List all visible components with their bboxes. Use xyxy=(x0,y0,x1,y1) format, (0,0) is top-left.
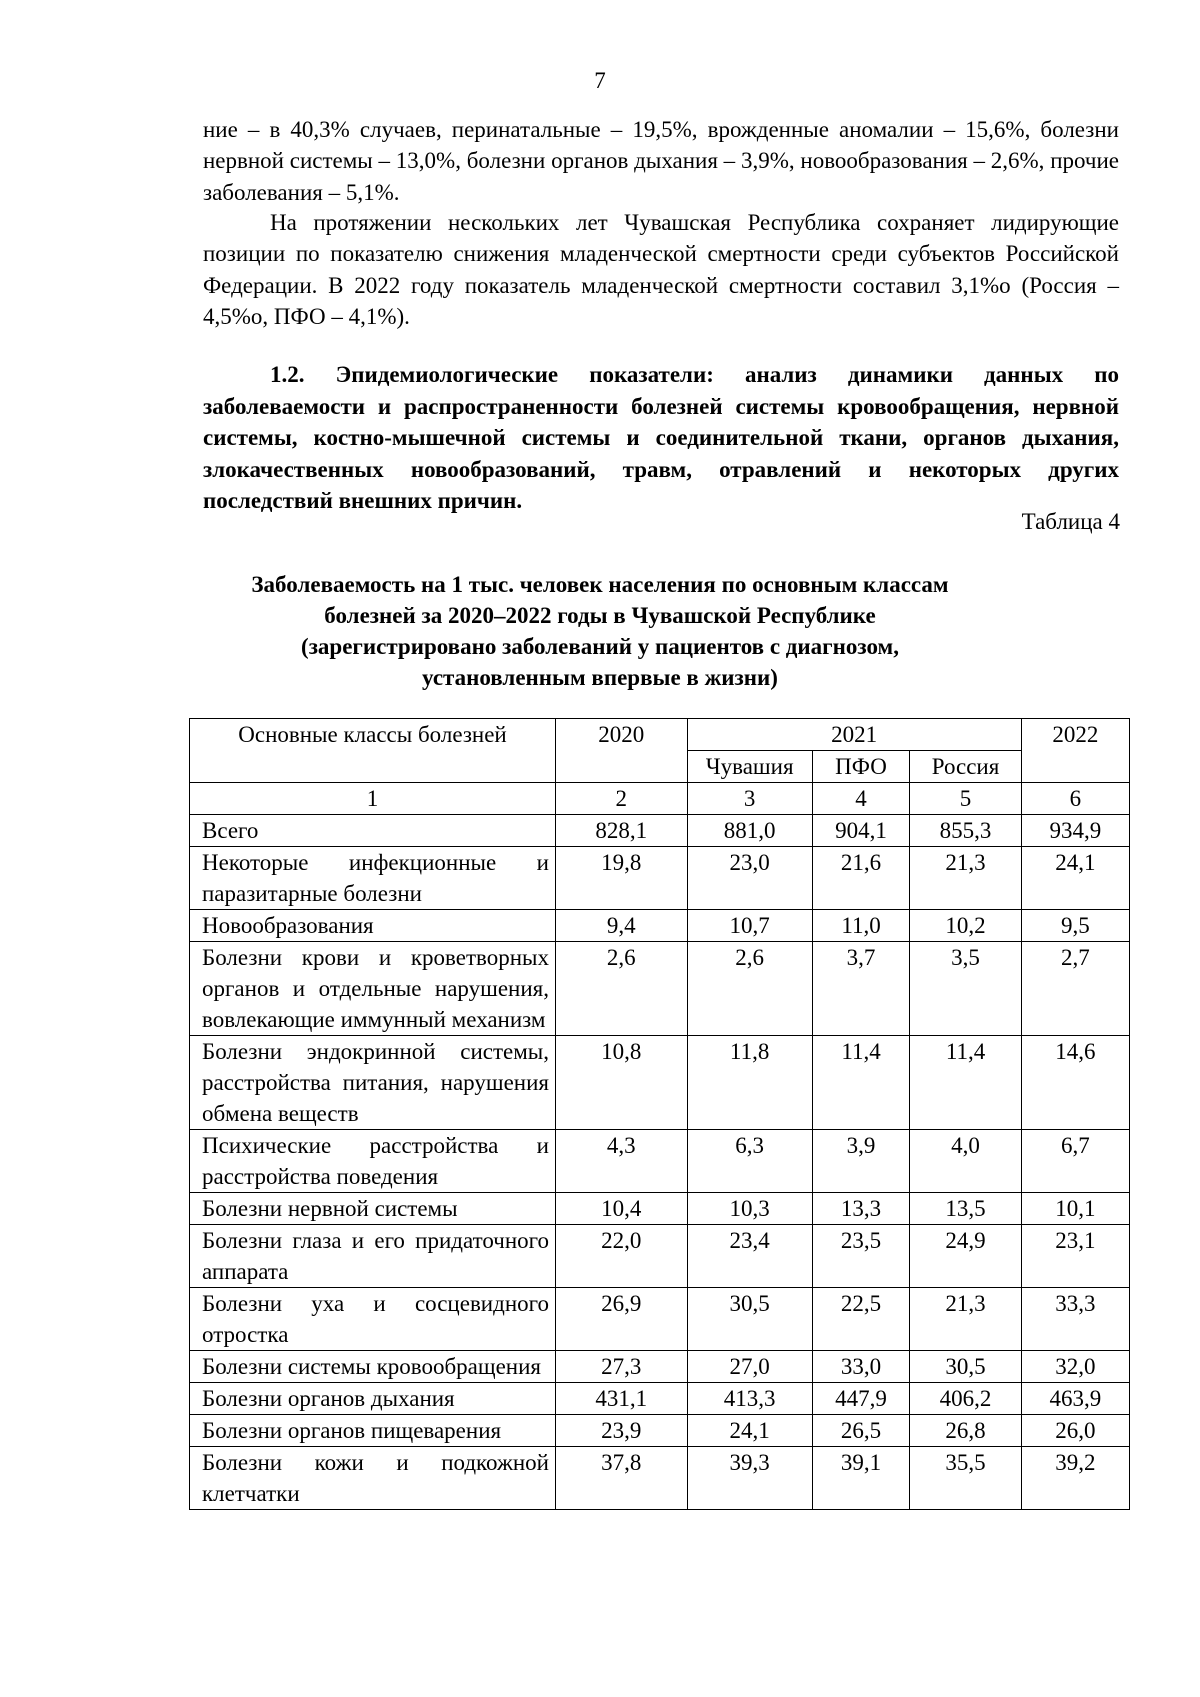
disease-class-name: Болезни глаза и его придаточного аппарата xyxy=(190,1225,556,1288)
column-number: 6 xyxy=(1021,783,1129,815)
table-cell-value: 24,9 xyxy=(910,1225,1021,1288)
table-row xyxy=(190,1193,1130,1225)
table-row xyxy=(190,1351,1130,1383)
table-cell-value: 4,0 xyxy=(910,1130,1021,1193)
table-cell-value: 11,4 xyxy=(812,1036,910,1130)
table-row xyxy=(190,1447,1130,1510)
table-cell-value: 9,5 xyxy=(1021,910,1129,942)
table-cell-value: 26,8 xyxy=(910,1415,1021,1447)
paragraph-infant-mortality-causes: ние – в 40,3% случаев, перинатальные – 19,5%, врожденные аномалии – 15,6%, болезни нервной системы – 13,0%, болезни органов дыхания – 3,9%, новообразования – 2,6%, прочие заболевания – 5,1%. xyxy=(203,117,1119,205)
table-header-row xyxy=(190,719,1130,751)
table-cell-value: 10,7 xyxy=(687,910,812,942)
column-number: 1 xyxy=(190,783,556,815)
table-cell-value: 39,2 xyxy=(1021,1447,1129,1510)
table-cell-value: 23,1 xyxy=(1021,1225,1129,1288)
table-cell-value: 881,0 xyxy=(687,815,812,847)
table-cell-value: 828,1 xyxy=(556,815,688,847)
table-cell-value: 23,4 xyxy=(687,1225,812,1288)
table-cell-value: 934,9 xyxy=(1021,815,1129,847)
table-row xyxy=(190,847,1130,910)
table-cell-value: 6,7 xyxy=(1021,1130,1129,1193)
table-cell-value: 4,3 xyxy=(556,1130,688,1193)
table-cell-value: 33,0 xyxy=(812,1351,910,1383)
disease-class-name: Психические расстройства и расстройства поведения xyxy=(190,1130,556,1193)
table-cell-value: 30,5 xyxy=(687,1288,812,1351)
table-cell-value: 13,3 xyxy=(812,1193,910,1225)
table-cell-value: 6,3 xyxy=(687,1130,812,1193)
column-number: 2 xyxy=(556,783,688,815)
table-cell-value: 2,6 xyxy=(556,942,688,1036)
table-row xyxy=(190,1415,1130,1447)
disease-class-name: Болезни органов дыхания xyxy=(190,1383,556,1415)
table-cell-value: 2,7 xyxy=(1021,942,1129,1036)
table-cell-value: 27,0 xyxy=(687,1351,812,1383)
table-row xyxy=(190,910,1130,942)
disease-class-name: Болезни эндокринной системы, расстройства питания, нарушения обмена веществ xyxy=(190,1036,556,1130)
table-cell-value: 11,4 xyxy=(910,1036,1021,1130)
header-classes: Основные классы болезней xyxy=(190,719,556,783)
column-number: 3 xyxy=(687,783,812,815)
table-cell-value: 39,1 xyxy=(812,1447,910,1510)
table-cell-value: 30,5 xyxy=(910,1351,1021,1383)
table-title xyxy=(0,569,1200,693)
header-russia: Россия xyxy=(910,751,1021,783)
table-cell-value: 19,8 xyxy=(556,847,688,910)
disease-class-name: Болезни кожи и подкожной клетчатки xyxy=(190,1447,556,1510)
table-cell-value: 904,1 xyxy=(812,815,910,847)
page-number: 7 xyxy=(594,68,606,93)
table-title-line: установленным впервые в жизни) xyxy=(422,665,778,690)
disease-class-name: Болезни уха и сосцевидного отростка xyxy=(190,1288,556,1351)
column-numbers-row xyxy=(190,783,1130,815)
header-2022: 2022 xyxy=(1021,719,1129,783)
disease-class-name: Болезни крови и кроветворных органов и отдельные нарушения, вовлекающие иммунный механизм xyxy=(190,942,556,1036)
table-cell-value: 35,5 xyxy=(910,1447,1021,1510)
header-2021: 2021 xyxy=(687,719,1021,751)
table-cell-value: 26,0 xyxy=(1021,1415,1129,1447)
table-cell-value: 24,1 xyxy=(1021,847,1129,910)
table-cell-value: 23,0 xyxy=(687,847,812,910)
table-cell-value: 10,4 xyxy=(556,1193,688,1225)
table-row xyxy=(190,1036,1130,1130)
table-cell-value: 26,9 xyxy=(556,1288,688,1351)
table-cell-value: 14,6 xyxy=(1021,1036,1129,1130)
table-row xyxy=(190,1383,1130,1415)
table-title-line: (зарегистрировано заболеваний у пациентов с диагнозом, xyxy=(301,634,899,659)
table-cell-value: 21,3 xyxy=(910,1288,1021,1351)
table-cell-value: 23,5 xyxy=(812,1225,910,1288)
table-cell-value: 37,8 xyxy=(556,1447,688,1510)
table-cell-value: 413,3 xyxy=(687,1383,812,1415)
table-cell-value: 11,0 xyxy=(812,910,910,942)
disease-class-name: Всего xyxy=(190,815,556,847)
table-cell-value: 3,7 xyxy=(812,942,910,1036)
disease-class-name: Болезни нервной системы xyxy=(190,1193,556,1225)
table-row xyxy=(190,1225,1130,1288)
paragraph-infant-mortality-rate: На протяжении нескольких лет Чувашская Республика сохраняет лидирующие позиции по показателю снижения младенческой смертности среди субъектов Российской Федерации. В 2022 году показатель младенческой смертности составил 3,1%о (Россия – 4,5%о, ПФО – 4,1%). xyxy=(203,210,1119,329)
column-number: 4 xyxy=(812,783,910,815)
table-cell-value: 24,1 xyxy=(687,1415,812,1447)
table-cell-value: 22,0 xyxy=(556,1225,688,1288)
table-row xyxy=(190,942,1130,1036)
table-cell-value: 10,2 xyxy=(910,910,1021,942)
table-cell-value: 21,3 xyxy=(910,847,1021,910)
table-cell-value: 2,6 xyxy=(687,942,812,1036)
table-cell-value: 463,9 xyxy=(1021,1383,1129,1415)
table-cell-value: 22,5 xyxy=(812,1288,910,1351)
table-cell-value: 406,2 xyxy=(910,1383,1021,1415)
disease-class-name: Болезни системы кровообращения xyxy=(190,1351,556,1383)
table-row xyxy=(190,1288,1130,1351)
table-row xyxy=(190,1130,1130,1193)
table-cell-value: 9,4 xyxy=(556,910,688,942)
table-label: Таблица 4 xyxy=(1021,509,1120,534)
table-cell-value: 27,3 xyxy=(556,1351,688,1383)
disease-class-name: Новообразования xyxy=(190,910,556,942)
column-number: 5 xyxy=(910,783,1021,815)
header-2020: 2020 xyxy=(556,719,688,783)
table-title-line: болезней за 2020–2022 годы в Чувашской Республике xyxy=(324,603,876,628)
header-pfo: ПФО xyxy=(812,751,910,783)
table-cell-value: 32,0 xyxy=(1021,1351,1129,1383)
table-cell-value: 33,3 xyxy=(1021,1288,1129,1351)
table-cell-value: 39,3 xyxy=(687,1447,812,1510)
disease-class-name: Болезни органов пищеварения xyxy=(190,1415,556,1447)
table-cell-value: 26,5 xyxy=(812,1415,910,1447)
table-cell-value: 11,8 xyxy=(687,1036,812,1130)
table-cell-value: 855,3 xyxy=(910,815,1021,847)
table-cell-value: 3,5 xyxy=(910,942,1021,1036)
table-cell-value: 10,1 xyxy=(1021,1193,1129,1225)
morbidity-table xyxy=(189,718,1130,1510)
table-row xyxy=(190,815,1130,847)
table-cell-value: 447,9 xyxy=(812,1383,910,1415)
table-title-line: Заболеваемость на 1 тыс. человек населения по основным классам xyxy=(251,572,949,597)
table-cell-value: 431,1 xyxy=(556,1383,688,1415)
table-cell-value: 3,9 xyxy=(812,1130,910,1193)
table-cell-value: 10,3 xyxy=(687,1193,812,1225)
table-cell-value: 21,6 xyxy=(812,847,910,910)
disease-class-name: Некоторые инфекционные и паразитарные болезни xyxy=(190,847,556,910)
table-cell-value: 10,8 xyxy=(556,1036,688,1130)
header-chuvashia: Чувашия xyxy=(687,751,812,783)
table-cell-value: 13,5 xyxy=(910,1193,1021,1225)
table-cell-value: 23,9 xyxy=(556,1415,688,1447)
section-heading: 1.2. Эпидемиологические показатели: анализ динамики данных по заболеваемости и распространенности болезней системы кровообращения, нервной системы, костно-мышечной системы и соединительной ткани, органов дыхания, злокачественных новообразований, травм, отравлений и некоторых других последствий внешних причин. xyxy=(203,362,1119,513)
